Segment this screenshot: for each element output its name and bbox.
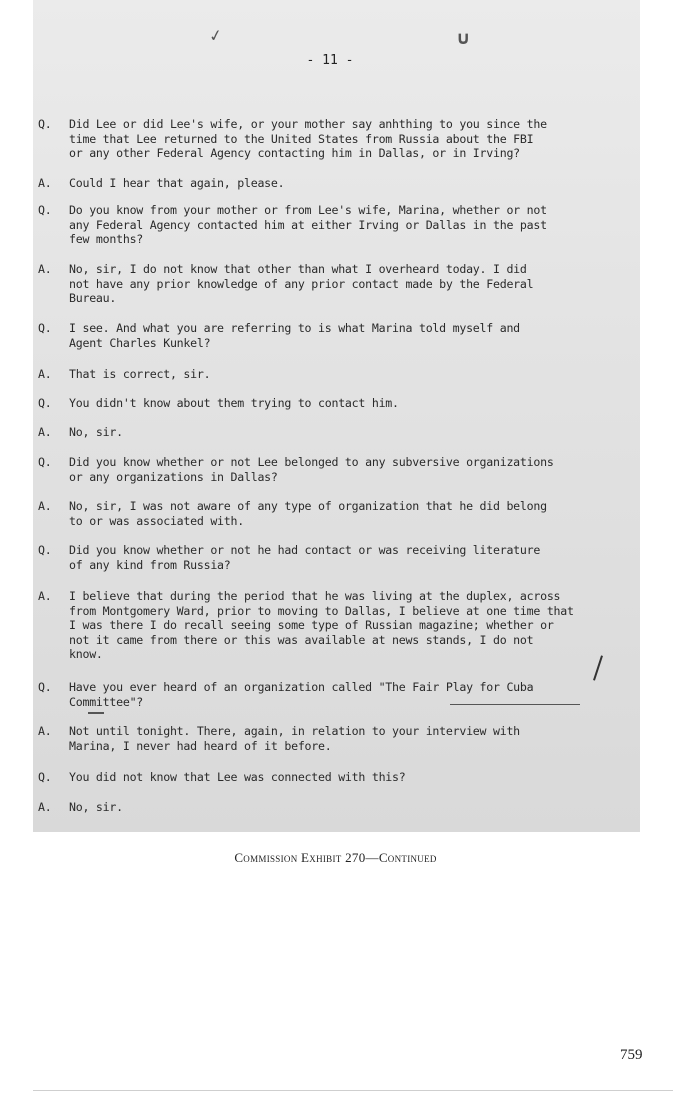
entry-text: Not until tonight. There, again, in relation to your interview with Marina, I never had heard of it before. bbox=[69, 724, 520, 753]
transcript-entry bbox=[38, 499, 618, 528]
handwritten-dash-mark bbox=[88, 712, 104, 714]
transcript-entry bbox=[38, 367, 618, 382]
handwritten-u-mark: ∪ bbox=[456, 28, 471, 49]
entry-text: Have you ever heard of an organization called "The Fair Play for Cuba Committee"? bbox=[69, 680, 534, 709]
speaker-label: Q. bbox=[38, 455, 52, 469]
transcript-entry bbox=[38, 770, 618, 785]
entry-text: No, sir, I do not know that other than what I overheard today. I did not have any prior knowledge of any prior contact made by the Federal Bureau. bbox=[69, 262, 534, 306]
transcript-entry bbox=[38, 543, 618, 572]
transcript-entry bbox=[38, 589, 618, 662]
bottom-rule bbox=[33, 1090, 673, 1091]
transcript-entry bbox=[38, 321, 618, 350]
exhibit-caption: Commission Exhibit 270—Continued bbox=[234, 850, 437, 865]
transcript-entry bbox=[38, 262, 618, 306]
handwritten-check-mark: ✓ bbox=[207, 24, 224, 47]
handwritten-underline bbox=[450, 704, 580, 705]
speaker-label: Q. bbox=[38, 203, 52, 217]
speaker-label: Q. bbox=[38, 770, 52, 784]
transcript-entry bbox=[38, 396, 618, 411]
speaker-label: A. bbox=[38, 425, 52, 439]
speaker-label: A. bbox=[38, 262, 52, 276]
entry-text: Could I hear that again, please. bbox=[69, 176, 285, 190]
transcript-entry bbox=[38, 203, 618, 247]
entry-text: I see. And what you are referring to is what Marina told myself and Agent Charles Kunkel? bbox=[69, 321, 520, 350]
entry-text: That is correct, sir. bbox=[69, 367, 211, 381]
speaker-label: Q. bbox=[38, 543, 52, 557]
speaker-label: Q. bbox=[38, 117, 52, 131]
speaker-label: A. bbox=[38, 499, 52, 513]
entry-text: No, sir, I was not aware of any type of organization that he did belong to or was associated with. bbox=[69, 499, 547, 528]
transcript-entry bbox=[38, 425, 618, 440]
entry-text: Did you know whether or not he had contact or was receiving literature of any kind from Russia? bbox=[69, 543, 541, 572]
entry-text: You did not know that Lee was connected with this? bbox=[69, 770, 406, 784]
speaker-label: Q. bbox=[38, 680, 52, 694]
speaker-label: A. bbox=[38, 176, 52, 190]
page-number: 759 bbox=[620, 1047, 643, 1063]
entry-text: I believe that during the period that he was living at the duplex, across from Montgomery Ward, prior to moving to Dallas, I believe at one time that I was there I do recall seeing some type of Russian magazine; whether or not it came from there or this was available at news stands, I do not know. bbox=[69, 589, 574, 662]
speaker-label: Q. bbox=[38, 321, 52, 335]
speaker-label: A. bbox=[38, 367, 52, 381]
transcript-entry bbox=[38, 176, 618, 191]
speaker-label: Q. bbox=[38, 396, 52, 410]
transcript-entry bbox=[38, 800, 618, 815]
page-marker: - 11 - bbox=[306, 53, 354, 68]
speaker-label: A. bbox=[38, 800, 52, 814]
entry-text: Do you know from your mother or from Lee's wife, Marina, whether or not any Federal Agency contacted him at either Irving or Dallas in the past few months? bbox=[69, 203, 547, 247]
transcript-entry bbox=[38, 724, 618, 753]
entry-text: Did Lee or did Lee's wife, or your mother say anhthing to you since the time that Lee returned to the United States from Russia about the FBI or any other Federal Agency contacting him in Dallas, or in Irving? bbox=[69, 117, 547, 161]
entry-text: You didn't know about them trying to contact him. bbox=[69, 396, 399, 410]
speaker-label: A. bbox=[38, 724, 52, 738]
entry-text: Did you know whether or not Lee belonged to any subversive organizations or any organizations in Dallas? bbox=[69, 455, 554, 484]
entry-text: No, sir. bbox=[69, 425, 123, 439]
entry-text: No, sir. bbox=[69, 800, 123, 814]
speaker-label: A. bbox=[38, 589, 52, 603]
transcript-entry bbox=[38, 117, 618, 161]
transcript-entry bbox=[38, 455, 618, 484]
